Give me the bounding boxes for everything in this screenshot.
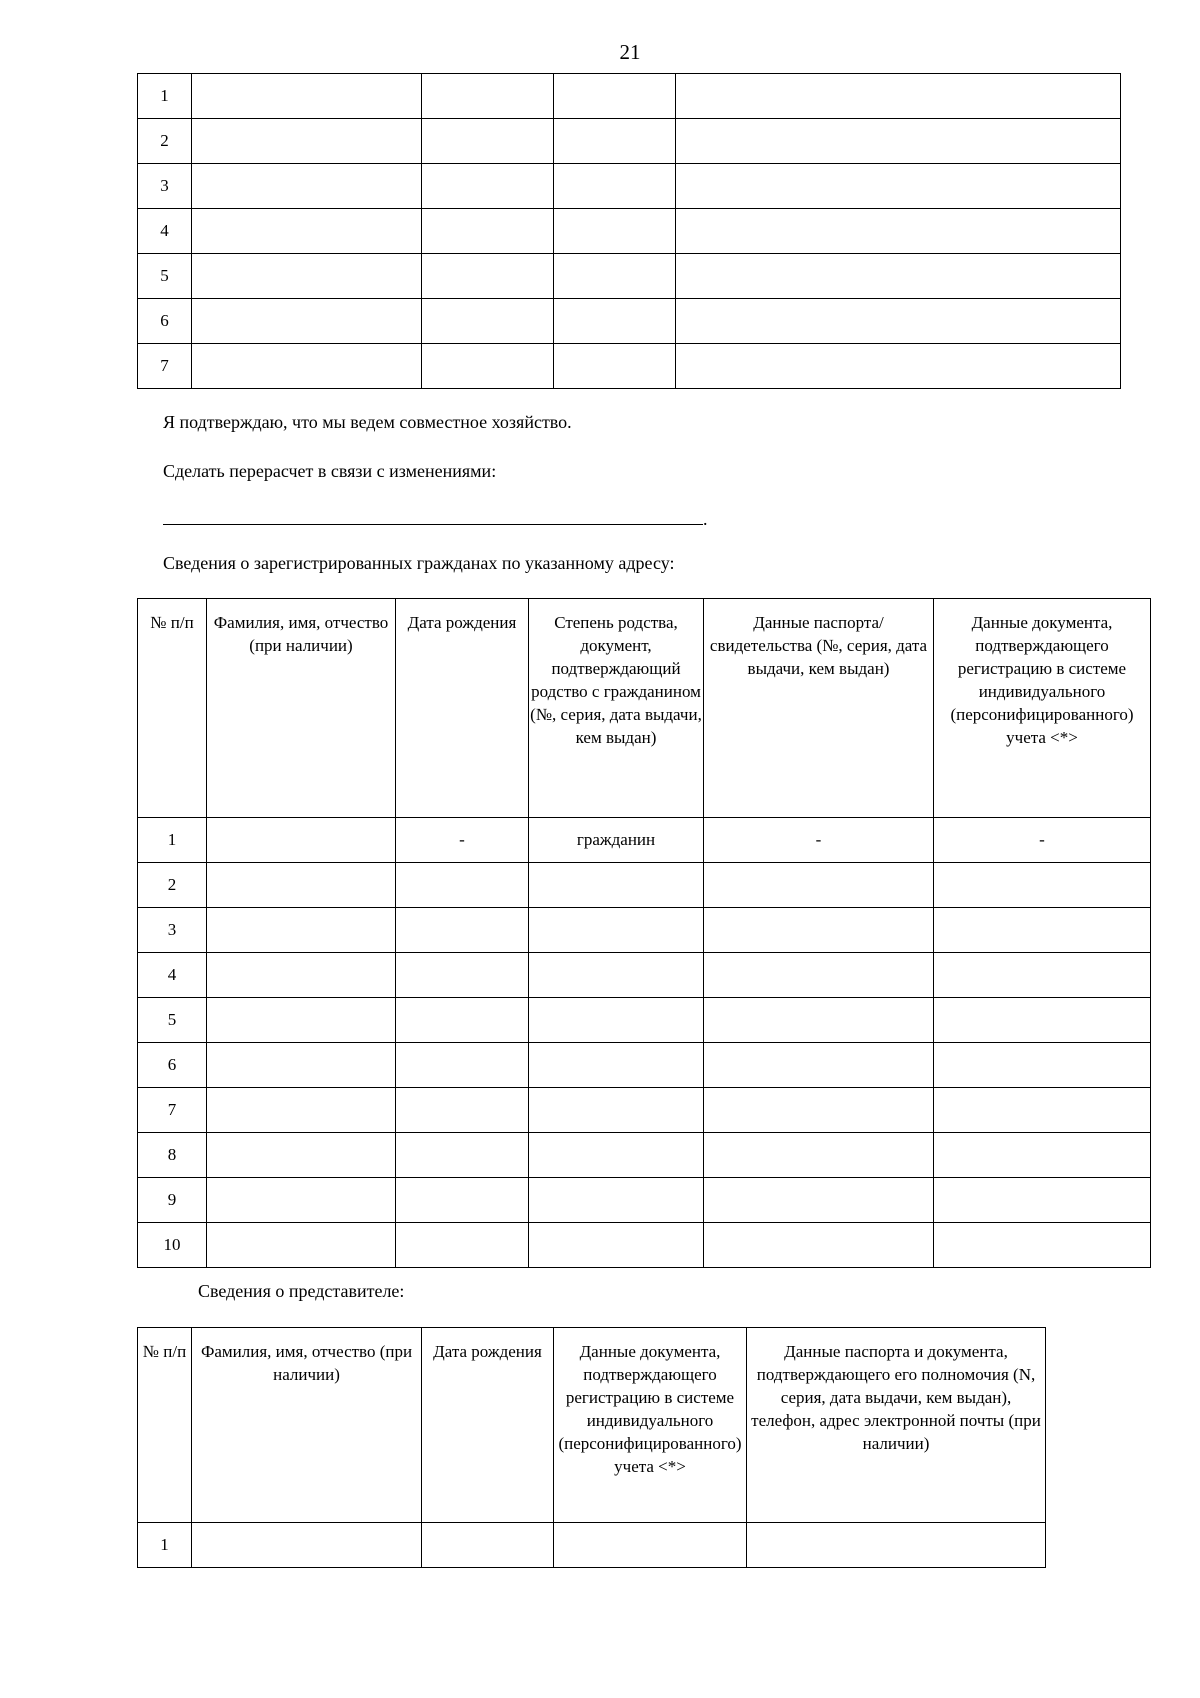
table-cell[interactable] [934, 863, 1151, 908]
table-header-row [138, 1328, 1046, 1523]
table-cell[interactable] [529, 1133, 704, 1178]
table-row [138, 344, 1121, 389]
table-cell[interactable] [676, 209, 1121, 254]
table-row [138, 1178, 1151, 1223]
table-row [138, 908, 1151, 953]
table-cell[interactable] [422, 119, 554, 164]
table-cell[interactable] [529, 1088, 704, 1133]
table-cell[interactable] [704, 953, 934, 998]
cell-name[interactable] [207, 818, 396, 863]
table-row [138, 164, 1121, 209]
header-authority-doc: Данные паспорта и документа, подтверждающего его полномочия (N, серия, дата выдачи, кем выдан), телефон, адрес электронной почты (при наличии) [747, 1328, 1046, 1523]
table-cell[interactable] [396, 1043, 529, 1088]
row-number: 1 [138, 74, 192, 119]
table-cell[interactable] [207, 998, 396, 1043]
cell-relation: гражданин [529, 818, 704, 863]
table-cell[interactable] [422, 254, 554, 299]
table-cell[interactable] [396, 1133, 529, 1178]
table-row [138, 1523, 1046, 1568]
row-number: 6 [138, 299, 192, 344]
page-number: 21 [619, 40, 641, 64]
table-cell[interactable] [529, 953, 704, 998]
table-cell[interactable] [192, 164, 422, 209]
row-number: 3 [138, 164, 192, 209]
table-cell[interactable] [676, 164, 1121, 209]
cell-passport: - [704, 818, 934, 863]
header-name: Фамилия, имя, отчество (при наличии) [192, 1328, 422, 1523]
table-cell[interactable] [554, 74, 676, 119]
row-number: 9 [138, 1178, 207, 1223]
table-cell[interactable] [396, 1088, 529, 1133]
table-cell[interactable] [747, 1523, 1046, 1568]
table-header-row [138, 599, 1151, 818]
table-cell[interactable] [207, 1223, 396, 1268]
table-cell[interactable] [676, 254, 1121, 299]
confirm-text: Я подтверждаю, что мы ведем совместное хозяйство. [163, 412, 572, 432]
table-cell[interactable] [422, 344, 554, 389]
table-cell[interactable] [396, 863, 529, 908]
row-number: 5 [138, 254, 192, 299]
representative-heading: Сведения о представителе: [198, 1281, 405, 1301]
table-row [138, 299, 1121, 344]
table-cell[interactable] [704, 1133, 934, 1178]
table-cell[interactable] [207, 863, 396, 908]
table-row [138, 74, 1121, 119]
table-cell[interactable] [676, 299, 1121, 344]
table-cell[interactable] [554, 164, 676, 209]
table-cell[interactable] [554, 299, 676, 344]
table-row [138, 209, 1121, 254]
table-cell[interactable] [704, 1043, 934, 1088]
table-row [138, 254, 1121, 299]
table-cell[interactable] [192, 1523, 422, 1568]
table-cell[interactable] [529, 1178, 704, 1223]
table-cell[interactable] [192, 344, 422, 389]
recalc-blank-line [163, 524, 703, 525]
row-number: 10 [138, 1223, 207, 1268]
row-number: 6 [138, 1043, 207, 1088]
row-number: 1 [138, 818, 207, 863]
row-number: 7 [138, 344, 192, 389]
table-cell[interactable] [554, 119, 676, 164]
table-cell[interactable] [704, 1178, 934, 1223]
table-row [138, 1133, 1151, 1178]
table-cell[interactable] [192, 299, 422, 344]
table-cell[interactable] [529, 1223, 704, 1268]
row-number: 7 [138, 1088, 207, 1133]
cell-birth: - [396, 818, 529, 863]
table-cell[interactable] [934, 1178, 1151, 1223]
table-row [138, 998, 1151, 1043]
header-registration-doc: Данные документа, подтверждающего регистрацию в системе индивидуального (персонифицированного) учета <*> [554, 1328, 747, 1523]
table-cell[interactable] [704, 998, 934, 1043]
row-number: 2 [138, 119, 192, 164]
table-cell[interactable] [934, 908, 1151, 953]
table-cell[interactable] [676, 119, 1121, 164]
table-cell[interactable] [934, 998, 1151, 1043]
row-number: 3 [138, 908, 207, 953]
table-row [138, 1088, 1151, 1133]
table-cell[interactable] [396, 998, 529, 1043]
table-row [138, 119, 1121, 164]
table-representative [137, 1327, 1046, 1568]
table-cell[interactable] [192, 119, 422, 164]
table-cell[interactable] [396, 1223, 529, 1268]
table-cell[interactable] [422, 209, 554, 254]
recalc-text: Сделать перерасчет в связи с изменениями: [163, 461, 497, 481]
table-row [138, 1223, 1151, 1268]
table-cell[interactable] [207, 1088, 396, 1133]
table-cell[interactable] [676, 74, 1121, 119]
table-cell[interactable] [934, 1043, 1151, 1088]
table-top [137, 73, 1121, 389]
recalc-end: . [703, 509, 708, 529]
header-relation: Степень родства, документ, подтверждающий родство с гражданином (№, серия, дата выдачи, кем выдан) [529, 599, 704, 818]
table-cell[interactable] [422, 299, 554, 344]
table-cell[interactable] [704, 1223, 934, 1268]
table-cell[interactable] [422, 164, 554, 209]
header-passport: Данные паспорта/свидетельства (№, серия, дата выдачи, кем выдан) [704, 599, 934, 818]
table-cell[interactable] [934, 953, 1151, 998]
row-number: 1 [138, 1523, 192, 1568]
table-cell[interactable] [529, 1043, 704, 1088]
header-num: № п/п [138, 1328, 192, 1523]
table-cell[interactable] [396, 1178, 529, 1223]
header-registration-doc: Данные документа, подтверждающего регистрацию в системе индивидуального (персонифицированного) учета <*> [934, 599, 1151, 818]
table-cell[interactable] [934, 1088, 1151, 1133]
table-cell[interactable] [192, 254, 422, 299]
table-cell[interactable] [192, 209, 422, 254]
table-cell[interactable] [529, 998, 704, 1043]
table-cell[interactable] [554, 344, 676, 389]
table-cell[interactable] [396, 953, 529, 998]
cell-registration-doc: - [934, 818, 1151, 863]
table-cell[interactable] [529, 908, 704, 953]
table-cell[interactable] [529, 863, 704, 908]
row-number: 4 [138, 209, 192, 254]
table-cell[interactable] [207, 908, 396, 953]
table-cell[interactable] [704, 1088, 934, 1133]
table-cell[interactable] [396, 908, 529, 953]
table-cell[interactable] [934, 1133, 1151, 1178]
header-name: Фамилия, имя, отчество (при наличии) [207, 599, 396, 818]
table-cell[interactable] [554, 209, 676, 254]
table-row [138, 1043, 1151, 1088]
row-number: 4 [138, 953, 207, 998]
table-cell[interactable] [207, 1043, 396, 1088]
table-cell[interactable] [934, 1223, 1151, 1268]
table-cell[interactable] [192, 74, 422, 119]
table-row [138, 953, 1151, 998]
table-cell[interactable] [207, 1178, 396, 1223]
header-num: № п/п [138, 599, 207, 818]
table-row [138, 863, 1151, 908]
table-cell[interactable] [554, 1523, 747, 1568]
table-cell[interactable] [704, 863, 934, 908]
table-row [138, 818, 1151, 863]
table-cell[interactable] [422, 74, 554, 119]
header-birth: Дата рождения [422, 1328, 554, 1523]
table-cell[interactable] [207, 1133, 396, 1178]
row-number: 5 [138, 998, 207, 1043]
table-registered [137, 598, 1151, 1268]
table-cell[interactable] [554, 254, 676, 299]
table-cell[interactable] [704, 908, 934, 953]
row-number: 2 [138, 863, 207, 908]
table-cell[interactable] [422, 1523, 554, 1568]
row-number: 8 [138, 1133, 207, 1178]
registered-heading: Сведения о зарегистрированных гражданах по указанному адресу: [163, 553, 675, 573]
table-cell[interactable] [207, 953, 396, 998]
table-cell[interactable] [676, 344, 1121, 389]
header-birth: Дата рождения [396, 599, 529, 818]
